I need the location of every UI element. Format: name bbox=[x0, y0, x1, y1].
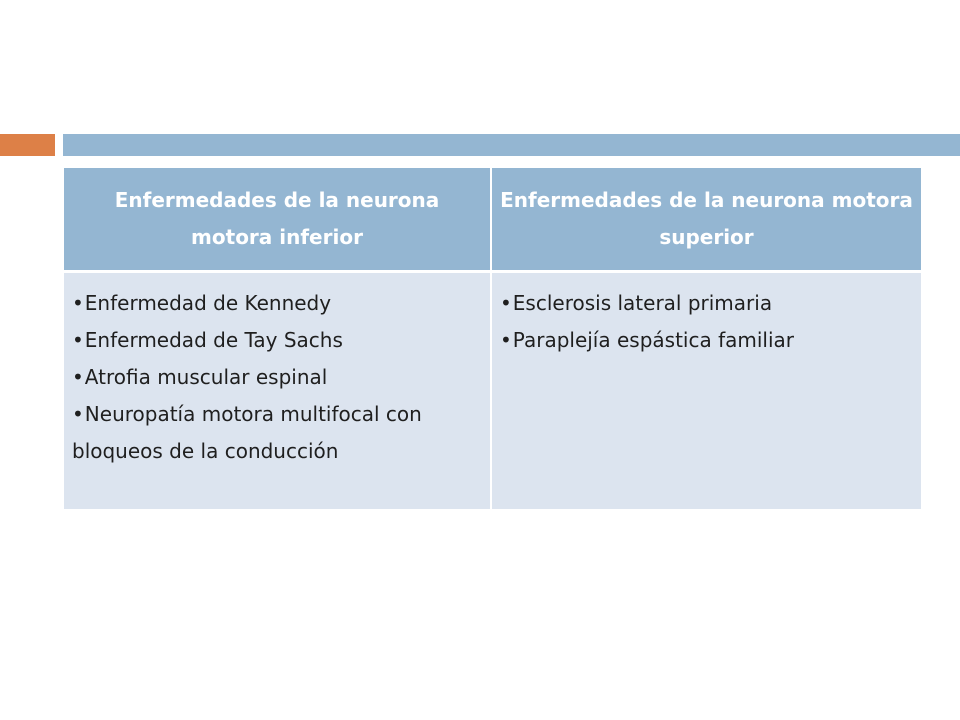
bullet-icon: • bbox=[500, 328, 512, 352]
accent-bar-blue bbox=[63, 134, 960, 156]
bullet-icon: • bbox=[72, 365, 84, 389]
bullet-icon: • bbox=[72, 402, 84, 426]
list-item bbox=[72, 285, 482, 322]
header-lower-motor-neuron: Enfermedades de la neurona motora inferior bbox=[64, 168, 491, 272]
list-item-text: Neuropatía motora multifocal con bloqueos de la conducción bbox=[72, 402, 422, 463]
list-item bbox=[72, 359, 482, 396]
accent-bar-orange bbox=[0, 134, 55, 156]
list-item-text: Esclerosis lateral primaria bbox=[512, 291, 773, 315]
bullet-icon: • bbox=[72, 328, 84, 352]
list-item-text: Paraplejía espástica familiar bbox=[512, 328, 795, 352]
lower-motor-neuron-list bbox=[72, 285, 482, 470]
list-item-text: Enfermedad de Kennedy bbox=[84, 291, 332, 315]
table-header-row bbox=[64, 168, 921, 272]
bullet-icon: • bbox=[500, 291, 512, 315]
list-item-text: Enfermedad de Tay Sachs bbox=[84, 328, 343, 352]
upper-motor-neuron-cell bbox=[491, 272, 921, 510]
upper-motor-neuron-list bbox=[500, 285, 913, 359]
lower-motor-neuron-cell bbox=[64, 272, 491, 510]
list-item bbox=[500, 322, 913, 359]
list-item bbox=[72, 396, 482, 470]
table-body-row bbox=[64, 272, 921, 510]
disease-comparison-table bbox=[64, 168, 921, 509]
list-item bbox=[72, 322, 482, 359]
bullet-icon: • bbox=[72, 291, 84, 315]
list-item bbox=[500, 285, 913, 322]
list-item-text: Atrofia muscular espinal bbox=[84, 365, 328, 389]
header-upper-motor-neuron: Enfermedades de la neurona motora superior bbox=[491, 168, 921, 272]
